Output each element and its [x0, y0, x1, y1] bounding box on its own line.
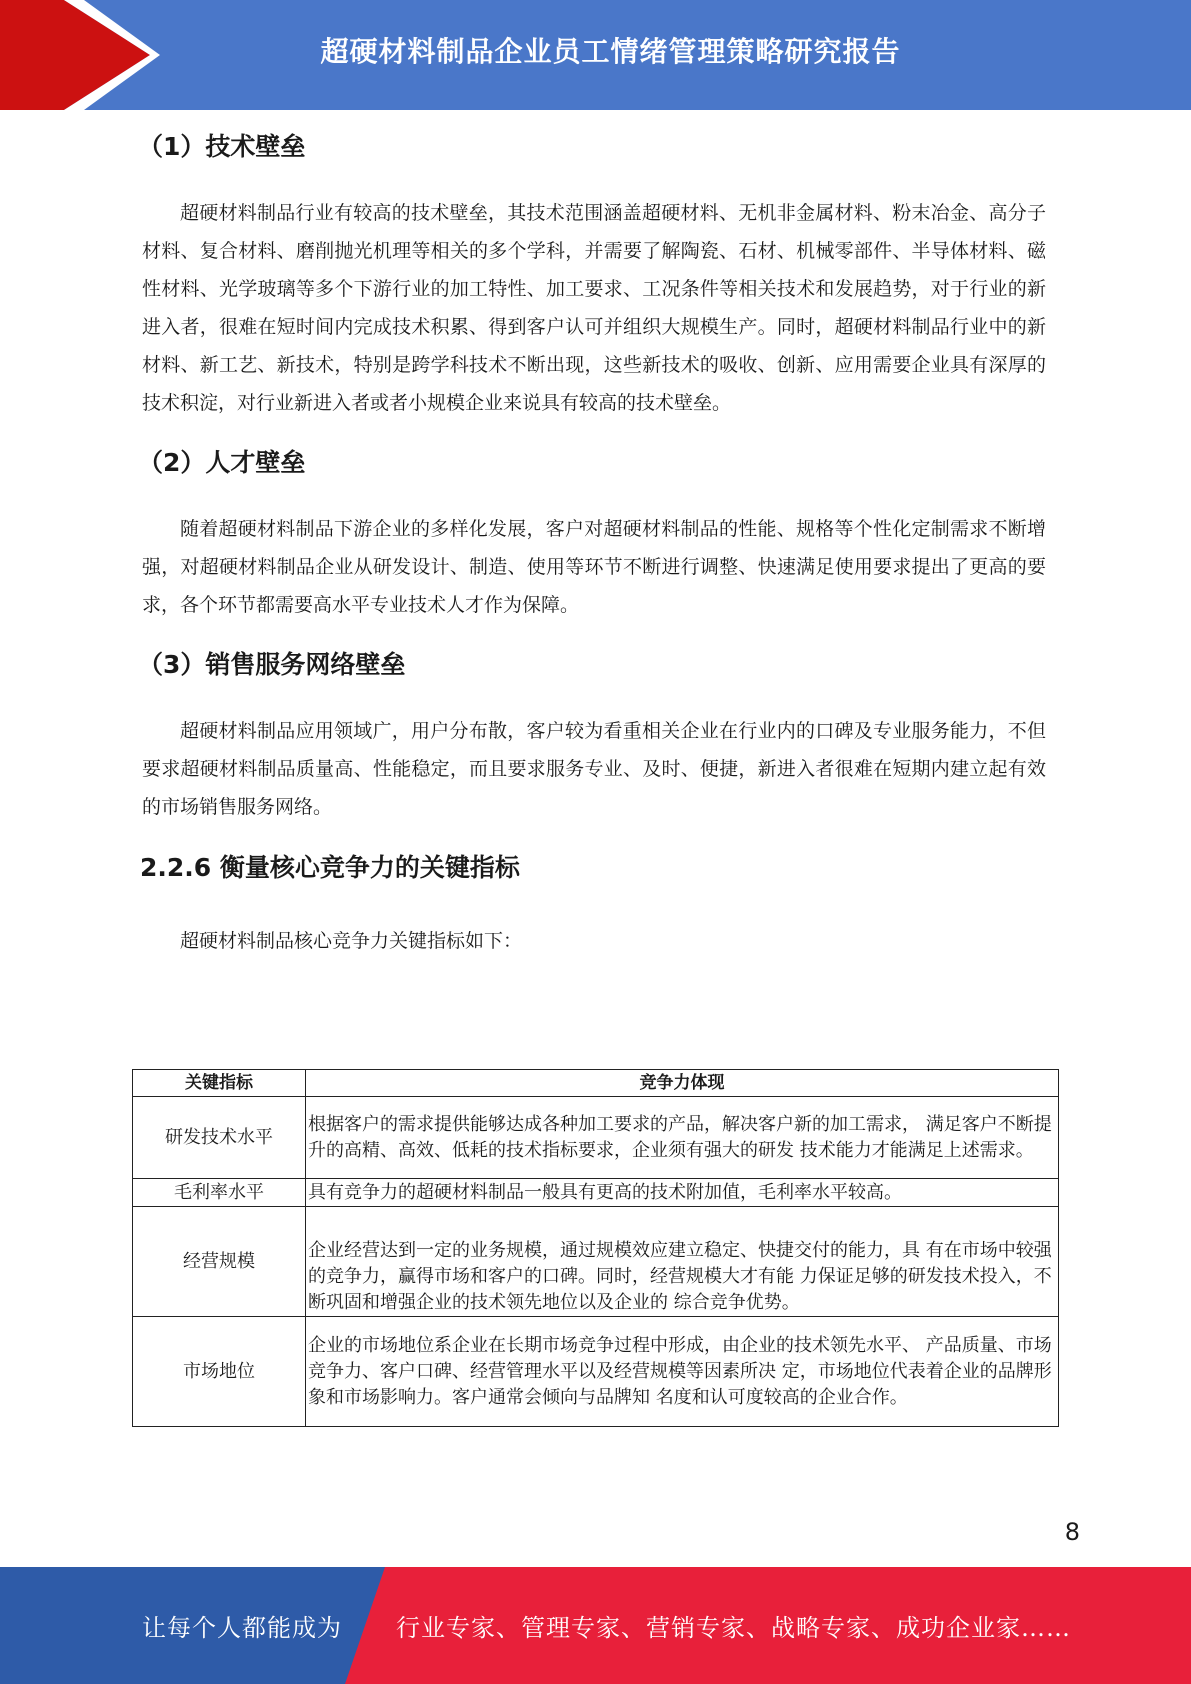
page-number: 8 — [1064, 1518, 1080, 1546]
indicator-name: 毛利率水平 — [133, 1179, 306, 1207]
footer-slogan-left: 让每个人都能成为 — [142, 1614, 342, 1642]
indicator-description: 企业经营达到一定的业务规模，通过规模效应建立稳定、快捷交付的能力，具 有在市场中较强的竞争力，赢得市场和客户的口碑。同时，经营规模大才有能 力保证足够的研发技术投入，不断巩固和增强企业的技术领先地位以及企业的 综合竞争优势。 — [306, 1207, 1059, 1317]
indicator-description: 企业的市场地位系企业在长期市场竞争过程中形成，由企业的技术领先水平、 产品质量、市场竞争力、客户口碑、经营管理水平以及经营规模等因素所决 定，市场地位代表着企业的品牌形象和市场影响力。客户通常会倾向与品牌知 名度和认可度较高的企业合作。 — [306, 1317, 1059, 1427]
report-title: 超硬材料制品企业员工情绪管理策略研究报告 — [320, 35, 901, 68]
table-row — [133, 1207, 1059, 1317]
indicator-name: 研发技术水平 — [133, 1097, 306, 1179]
paragraph-talent-barrier: 随着超硬材料制品下游企业的多样化发展，客户对超硬材料制品的性能、规格等个性化定制需求不断增强，对超硬材料制品企业从研发设计、制造、使用等环节不断进行调整、快速满足使用要求提出了更高的要求，各个环节都需要高水平专业技术人才作为保障。 — [142, 518, 1046, 616]
paragraph-tech-barrier: 超硬材料制品行业有较高的技术壁垒，其技术范围涵盖超硬材料、无机非金属材料、粉末冶金、高分子材料、复合材料、磨削抛光机理等相关的多个学科，并需要了解陶瓷、石材、机械零部件、半导体材料、磁性材料、光学玻璃等多个下游行业的加工特性、加工要求、工况条件等相关技术和发展趋势，对于行业的新进入者，很难在短时间内完成技术积累、得到客户认可并组织大规模生产。同时，超硬材料制品行业中的新材料、新工艺、新技术，特别是跨学科技术不断出现，这些新技术的吸收、创新、应用需要企业具有深厚的技术积淀，对行业新进入者或者小规模企业来说具有较高的技术壁垒。 — [142, 202, 1046, 414]
table-header-cell: 竞争力体现 — [306, 1070, 1059, 1097]
indicator-description: 具有竞争力的超硬材料制品一般具有更高的技术附加值，毛利率水平较高。 — [306, 1179, 1059, 1207]
table-header-cell: 关键指标 — [133, 1070, 306, 1097]
paragraph-sales-barrier: 超硬材料制品应用领域广，用户分布散，客户较为看重相关企业在行业内的口碑及专业服务能力，不但要求超硬材料制品质量高、性能稳定，而且要求服务专业、及时、便捷，新进入者很难在短期内建立起有效的市场销售服务网络。 — [142, 720, 1046, 818]
indicator-name: 经营规模 — [133, 1207, 306, 1317]
heading-talent-barrier: （2）人才壁垒 — [138, 448, 306, 477]
table-row — [133, 1317, 1059, 1427]
heading-sales-barrier: （3）销售服务网络壁垒 — [138, 650, 406, 679]
heading-tech-barrier: （1）技术壁垒 — [138, 132, 306, 161]
indicator-name: 市场地位 — [133, 1317, 306, 1427]
page-footer — [0, 1567, 1191, 1684]
indicator-description: 根据客户的需求提供能够达成各种加工要求的产品，解决客户新的加工需求， 满足客户不断提升的高精、高效、低耗的技术指标要求，企业须有强大的研发 技术能力才能满足上述需求。 — [306, 1097, 1059, 1179]
table-row — [133, 1179, 1059, 1207]
heading-key-indicators: 2.2.6 衡量核心竞争力的关键指标 — [140, 853, 520, 882]
document-body — [138, 122, 1046, 960]
key-indicators-table — [132, 1069, 1059, 1427]
paragraph-key-indicators-intro: 超硬材料制品核心竞争力关键指标如下： — [180, 930, 523, 952]
footer-slogan-right: 行业专家、管理专家、营销专家、战略专家、成功企业家…… — [396, 1614, 1071, 1642]
page-header — [0, 0, 1191, 110]
table-header-row — [133, 1070, 1059, 1097]
table-row — [133, 1097, 1059, 1179]
